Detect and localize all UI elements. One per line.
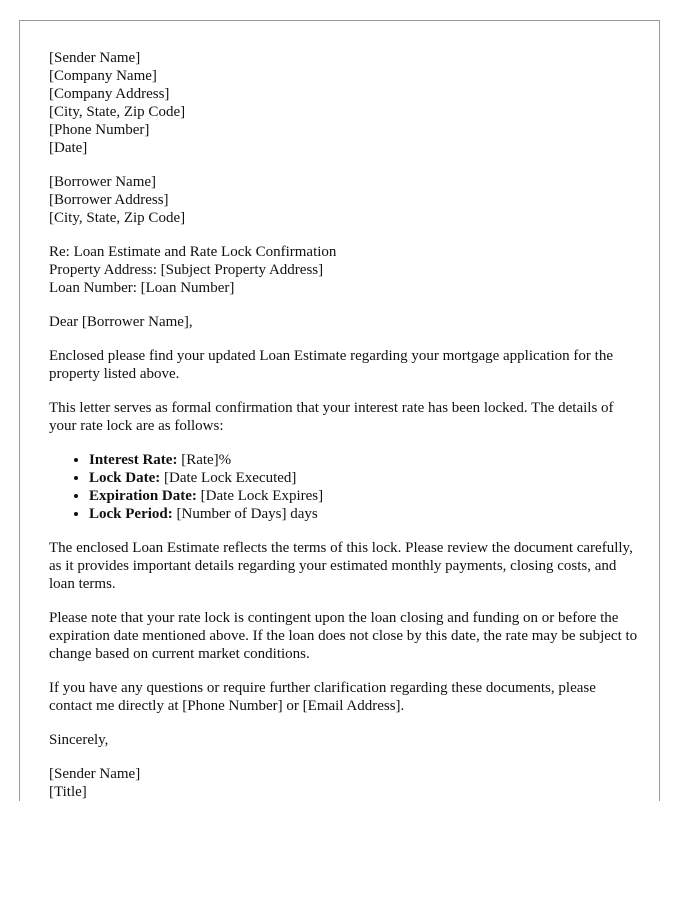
property-address-line: Property Address: [Subject Property Address] xyxy=(49,262,324,278)
signature-title: [Title] xyxy=(49,784,87,800)
signature-name: [Sender Name] xyxy=(49,766,141,782)
sender-company: [Company Name] xyxy=(49,68,157,84)
list-item xyxy=(89,505,639,523)
salutation: Dear [Borrower Name], xyxy=(49,314,193,330)
detail-value: [Number of Days] days xyxy=(176,506,318,522)
paragraph-contact: If you have any questions or require further clarification regarding these documents, please contact me directly at [Phone Number] or [Email Address]. xyxy=(49,680,596,714)
rate-lock-details-list xyxy=(49,451,639,523)
reference-block xyxy=(49,243,639,297)
paragraph-contingency: Please note that your rate lock is contingent upon the loan closing and funding on or before the expiration date mentioned above. If the loan does not close by this date, the rate may be subject to change based on current market conditions. xyxy=(49,610,638,662)
sender-block xyxy=(49,49,639,157)
detail-label: Lock Period: xyxy=(89,506,173,522)
sender-name: [Sender Name] xyxy=(49,50,141,66)
detail-value: [Date Lock Executed] xyxy=(164,470,297,486)
paragraph-enclosed: Enclosed please find your updated Loan Estimate regarding your mortgage application for the property listed above. xyxy=(49,348,613,382)
detail-label: Expiration Date: xyxy=(89,488,197,504)
sign-off: Sincerely, xyxy=(49,732,109,748)
detail-value: [Rate]% xyxy=(181,452,232,468)
sender-city: [City, State, Zip Code] xyxy=(49,104,186,120)
loan-number-line: Loan Number: [Loan Number] xyxy=(49,280,235,296)
detail-label: Lock Date: xyxy=(89,470,161,486)
letter-date: [Date] xyxy=(49,140,88,156)
recipient-name: [Borrower Name] xyxy=(49,174,157,190)
recipient-block xyxy=(49,173,639,227)
list-item xyxy=(89,451,639,469)
sender-address: [Company Address] xyxy=(49,86,170,102)
letter-content xyxy=(49,49,639,801)
recipient-address: [Borrower Address] xyxy=(49,192,169,208)
signature-block xyxy=(49,765,639,801)
list-item xyxy=(89,469,639,487)
recipient-city: [City, State, Zip Code] xyxy=(49,210,186,226)
paragraph-review: The enclosed Loan Estimate reflects the terms of this lock. Please review the document carefully, as it provides important details regarding your estimated monthly payments, closing costs, and loan terms. xyxy=(49,540,633,592)
letter-page xyxy=(19,20,660,801)
detail-label: Interest Rate: xyxy=(89,452,178,468)
subject-line: Re: Loan Estimate and Rate Lock Confirmation xyxy=(49,244,337,260)
detail-value: [Date Lock Expires] xyxy=(200,488,324,504)
list-item xyxy=(89,487,639,505)
paragraph-confirmation: This letter serves as formal confirmation that your interest rate has been locked. The details of your rate lock are as follows: xyxy=(49,400,614,434)
sender-phone: [Phone Number] xyxy=(49,122,150,138)
